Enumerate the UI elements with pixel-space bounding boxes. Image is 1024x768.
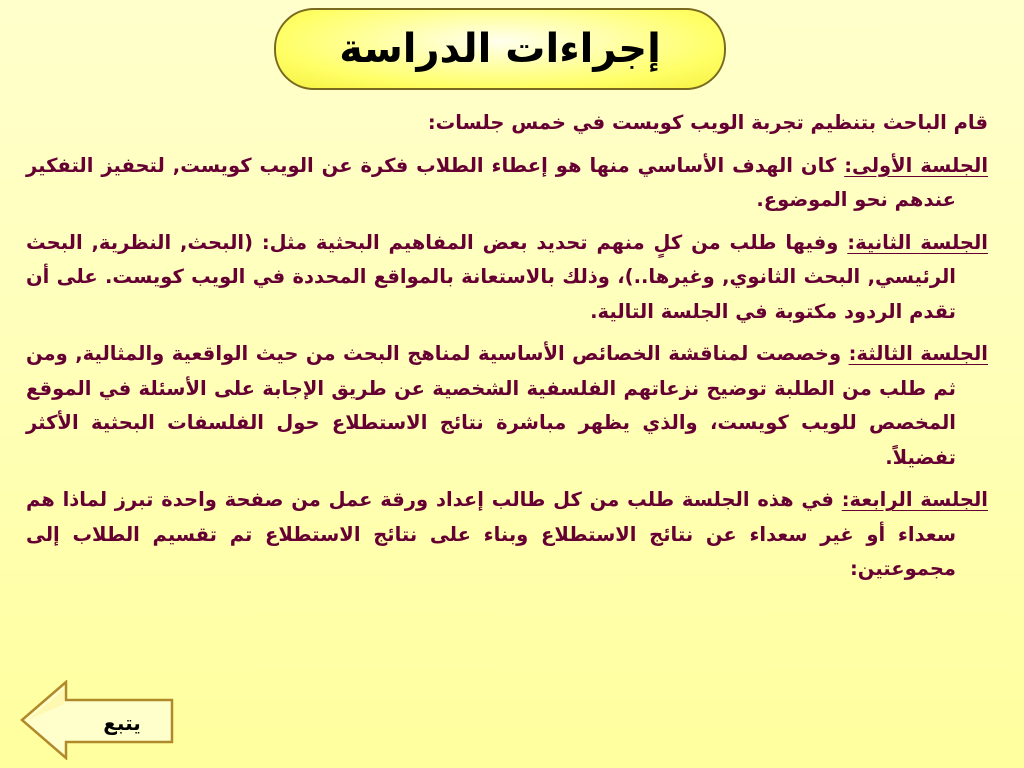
title-banner: [274, 8, 726, 90]
slide-body: [26, 106, 988, 595]
intro-text: قام الباحث بتنظيم تجربة الويب كويست في خمس جلسات:: [427, 111, 988, 134]
session-4-text: في هذه الجلسة طلب من كل طالب إعداد ورقة عمل من صفحة واحدة تبرز لماذا هم سعداء أو غير سعداء عن نتائج الاستطلاع وبناء على نتائج الاستطلاع تم تقسيم الطلاب إلى مجموعتين:: [26, 488, 956, 580]
session-4-label: الجلسة الرابعة:: [841, 488, 988, 511]
session-3-label: الجلسة الثالثة:: [848, 342, 988, 365]
session-1-label: الجلسة الأولى:: [844, 153, 988, 177]
session-3: [26, 337, 988, 475]
session-2-text: وفيها طلب من كلٍ منهم تحديد بعض المفاهيم البحثية مثل: (البحث, النظرية, البحث الرئيسي, البحث الثانوي, وغيرها..)، وذلك بالاستعانة بالمواقع المحددة في الويب كويست. على أن تقدم الردود مكتوبة في الجلسة التالية.: [26, 230, 956, 323]
session-4: [26, 483, 988, 587]
session-1: [26, 149, 988, 218]
session-3-text: وخصصت لمناقشة الخصائص الأساسية لمناهج البحث من حيث الواقعية والمثالية, ومن ثم طلب من الطلبة توضيح نزعاتهم الفلسفية الشخصية عن طريق الإجابة على الأسئلة في الموقع المخصص للويب كويست، والذي يظهر مباشرة نتائج الاستطلاع حول الفلسفات البحثية الأكثر تفضيلاً.: [26, 342, 956, 469]
session-1-text: كان الهدف الأساسي منها هو إعطاء الطلاب فكرة عن الويب كويست, لتحفيز التفكير عندهم نحو الموضوع.: [26, 153, 956, 211]
next-button-label: يتبع: [103, 711, 141, 735]
session-2-label: الجلسة الثانية:: [847, 230, 988, 254]
page-title: إجراءات الدراسة: [339, 26, 661, 72]
session-2: [26, 226, 988, 330]
next-button[interactable]: [20, 680, 176, 760]
